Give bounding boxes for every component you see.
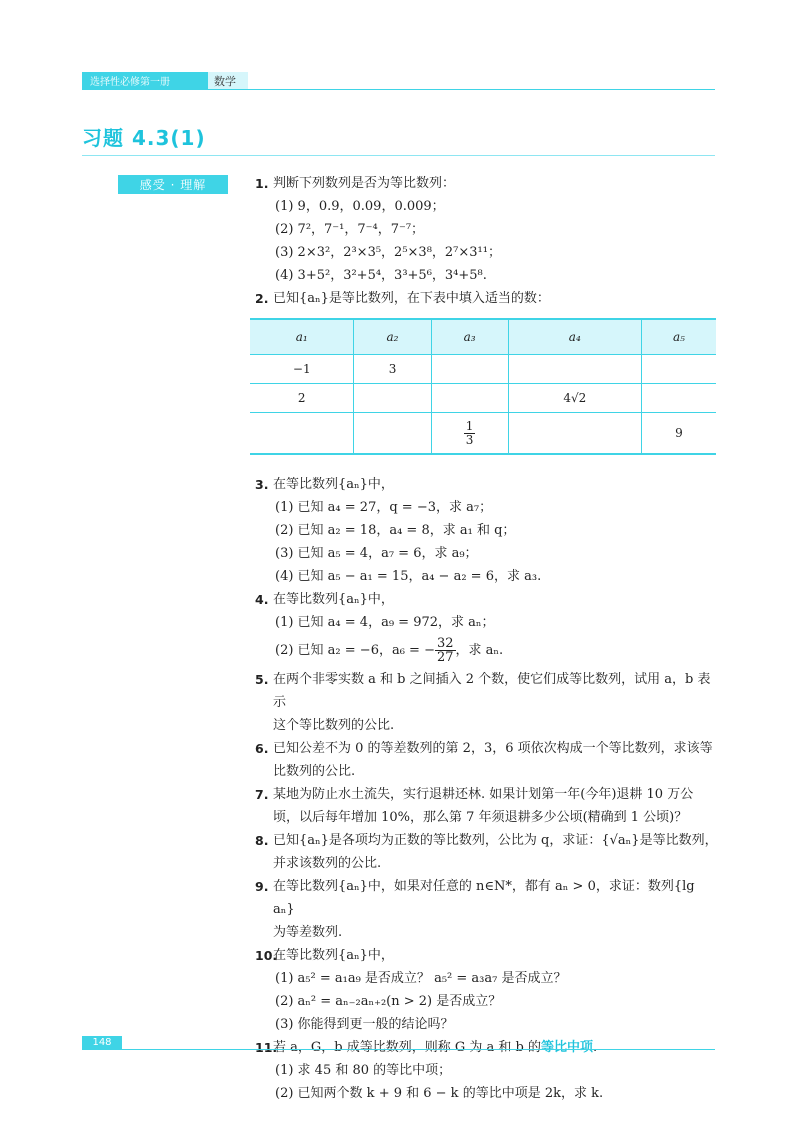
table-cell: 3 — [354, 355, 431, 384]
table-cell: 9 — [642, 413, 717, 455]
table-cell — [431, 413, 508, 455]
question-number: 6. — [255, 741, 269, 756]
table-cell — [431, 355, 508, 384]
fraction-numerator: 32 — [436, 636, 454, 651]
table-cell — [354, 413, 431, 455]
question-number: 9. — [255, 879, 269, 894]
sub-question: (2) 已知两个数 k + 9 和 6 − k 的等比中项是 2k，求 k. — [275, 1086, 604, 1101]
table-header: a₂ — [354, 319, 431, 355]
question-number: 2. — [255, 291, 269, 306]
table-cell: −1 — [250, 355, 354, 384]
table-cell — [508, 355, 641, 384]
question-number: 5. — [255, 672, 269, 687]
question-4 — [255, 588, 720, 668]
sub-question: (2) 已知 a₂ = 18，a₄ = 8，求 a₁ 和 q； — [275, 523, 516, 538]
question-continuation: 为等差数列. — [273, 925, 343, 940]
question-text — [273, 1036, 720, 1059]
footer-rule — [82, 1049, 715, 1050]
sub-question: (1) 求 45 和 80 的等比中项； — [275, 1063, 452, 1078]
running-header — [82, 72, 248, 89]
sub-question: (1) 9，0.9，0.09，0.009； — [275, 199, 445, 214]
question-continuation: 比数列的公比. — [273, 764, 356, 779]
fraction-numerator: 1 — [465, 418, 474, 433]
key-term: 等比中项 — [540, 1040, 593, 1055]
table-cell — [508, 413, 641, 455]
fraction — [435, 637, 456, 664]
sub-question: (1) 已知 a₄ = 27，q = −3，求 a₇； — [275, 500, 493, 515]
book-title: 选择性必修第一册 — [82, 72, 208, 89]
question-number: 4. — [255, 592, 269, 607]
sub-question: (1) a₅² = a₁a₉ 是否成立？ a₅² = a₃a₇ 是否成立？ — [275, 971, 567, 986]
table-header: a₄ — [508, 319, 641, 355]
question-6 — [255, 737, 720, 783]
fraction-denominator: 27 — [436, 650, 454, 665]
question-2 — [255, 287, 720, 455]
question-8 — [255, 829, 720, 875]
table-cell — [642, 384, 717, 413]
question-text: 已知{aₙ}是各项均为正数的等比数列，公比为 q，求证：{√aₙ}是等比数列， — [273, 833, 718, 848]
question-7 — [255, 783, 720, 829]
question-text: 在等比数列{aₙ}中， — [273, 477, 394, 492]
question-text: 在两个非零实数 a 和 b 之间插入 2 个数，使它们成等比数列，试用 a，b 表示 — [273, 672, 711, 710]
question-9 — [255, 875, 720, 944]
sub-question: (4) 3+5²，3²+5⁴，3³+5⁶，3⁴+5⁸. — [275, 268, 487, 283]
question-1 — [255, 172, 720, 287]
fraction-denominator: 3 — [465, 432, 474, 447]
sub-question-text: (2) 已知 a₂ = −6，a₆ = − — [275, 643, 435, 658]
sub-question: (1) 已知 a₄ = 4，a₉ = 972，求 aₙ； — [275, 615, 495, 630]
sub-question: (3) 2×3²，2³×3⁵，2⁵×3⁸，2⁷×3¹¹； — [275, 245, 501, 260]
question-number: 3. — [255, 477, 269, 492]
question-continuation: 这个等比数列的公比. — [273, 718, 395, 733]
question-text: 某地为防止水土流失，实行退耕还林. 如果计划第一年(今年)退耕 10 万公 — [273, 787, 694, 802]
question-text: 判断下列数列是否为等比数列： — [273, 176, 456, 191]
question-3 — [255, 473, 720, 588]
question-continuation: 并求该数列的公比. — [273, 856, 382, 871]
table-cell — [354, 384, 431, 413]
sub-question — [255, 634, 720, 668]
header-rule — [82, 89, 715, 90]
sub-question: (2) 7²，7⁻¹，7⁻⁴，7⁻⁷； — [275, 222, 425, 237]
table-header: a₅ — [642, 319, 717, 355]
question-text-pre: 若 a，G，b 成等比数列，则称 G 为 a 和 b 的 — [273, 1040, 541, 1055]
sub-question: (4) 已知 a₅ − a₁ = 15，a₄ − a₂ = 6，求 a₃. — [275, 569, 542, 584]
question-5 — [255, 668, 720, 737]
question-number: 10. — [255, 948, 278, 963]
section-tag: 感受 · 理解 — [118, 175, 228, 194]
table-cell — [431, 384, 508, 413]
table-header-row — [250, 319, 716, 355]
question-text: 已知公差不为 0 的等差数列的第 2，3，6 项依次构成一个等比数列，求该等 — [273, 741, 713, 756]
table-row — [250, 384, 716, 413]
question-text: 在等比数列{aₙ}中， — [273, 592, 394, 607]
table-cell: 2 — [250, 384, 354, 413]
table-row — [250, 413, 716, 455]
question-text: 在等比数列{aₙ}中， — [273, 948, 394, 963]
page-number: 148 — [82, 1036, 122, 1049]
question-11 — [255, 1036, 720, 1105]
fraction — [464, 420, 476, 447]
question-text-post: . — [593, 1040, 598, 1055]
exercise-list — [255, 172, 720, 1105]
table-cell: 4√2 — [508, 384, 641, 413]
question-number: 11. — [255, 1040, 278, 1055]
table-header: a₃ — [431, 319, 508, 355]
title-rule — [82, 155, 715, 156]
sub-question: (3) 已知 a₅ = 4，a₇ = 6，求 a₉； — [275, 546, 478, 561]
question-number: 1. — [255, 176, 269, 191]
sub-question-text: ，求 aₙ. — [455, 643, 504, 658]
table-header: a₁ — [250, 319, 354, 355]
table-cell — [642, 355, 717, 384]
question-continuation: 顷，以后每年增加 10%，那么第 7 年须退耕多少公顷(精确到 1 公顷)？ — [273, 810, 688, 825]
sub-question: (3) 你能得到更一般的结论吗？ — [275, 1017, 454, 1032]
sequence-table — [250, 318, 716, 455]
question-number: 7. — [255, 787, 269, 802]
question-text: 在等比数列{aₙ}中，如果对任意的 n∈N*，都有 aₙ > 0，求证：数列{lg aₙ} — [273, 879, 695, 917]
question-10 — [255, 944, 720, 1036]
sub-question: (2) aₙ² = aₙ₋₂aₙ₊₂(n > 2) 是否成立？ — [275, 994, 502, 1009]
subject-label: 数学 — [208, 72, 248, 89]
exercise-title: 习题 4.3(1) — [82, 126, 206, 150]
table-row — [250, 355, 716, 384]
table-cell — [250, 413, 354, 455]
question-number: 8. — [255, 833, 269, 848]
question-text: 已知{aₙ}是等比数列，在下表中填入适当的数： — [273, 291, 550, 306]
